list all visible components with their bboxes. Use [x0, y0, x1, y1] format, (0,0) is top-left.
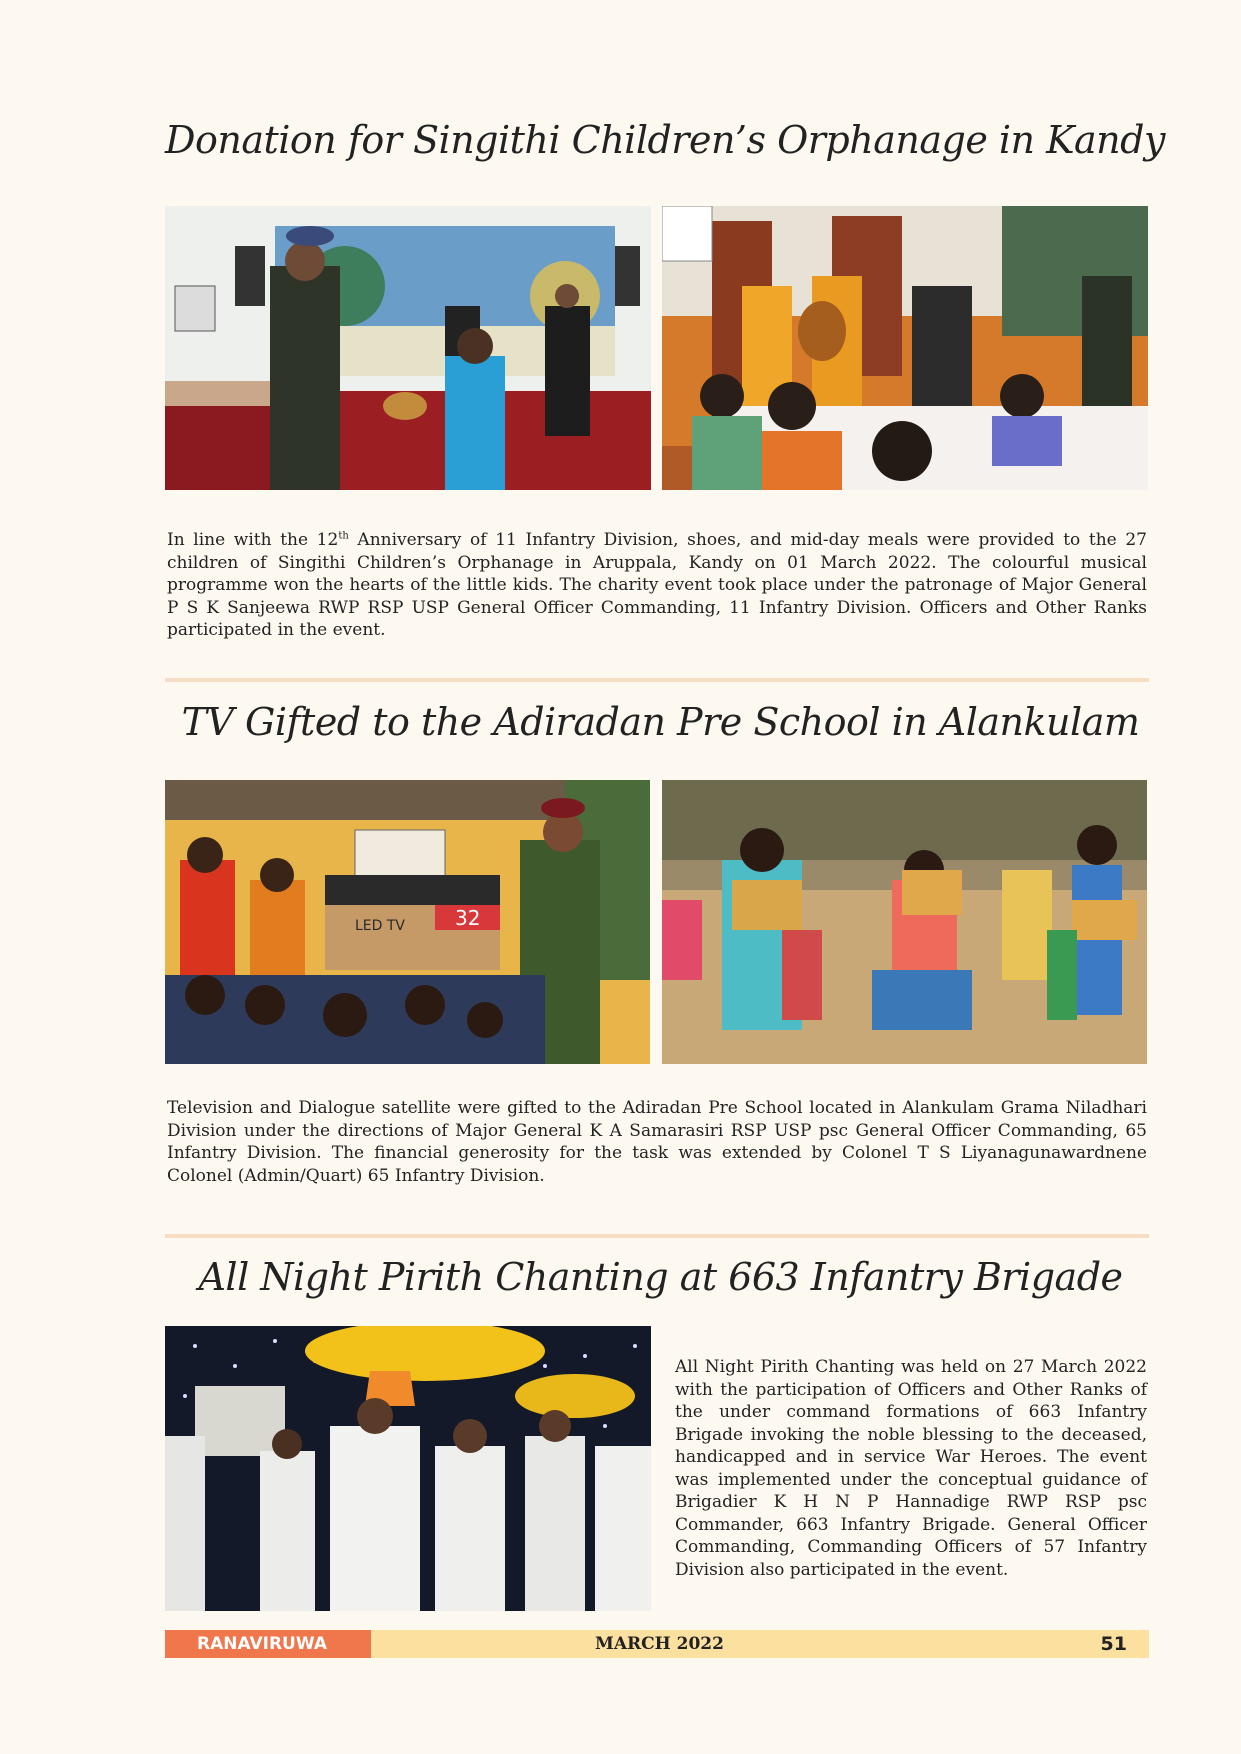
article-1-body-rest: Anniversary of 11 Infantry Division, shoes, and mid-day meals were provided to the 27 children of Singithi Children’s Orphanage in Aruppala, Kandy on 01 March 2022. The colourful musical programme won the hearts of the little kids. The charity event took place under the patronage of Major General P S K Sanjeewa RWP RSP USP General Officer Commanding, 11 Infantry Division. Officers and Other Ranks participated in the event.	[167, 530, 1147, 640]
article-1-body	[167, 529, 1147, 642]
footer-band	[371, 1630, 1149, 1658]
tv-box-label: LED TV	[355, 918, 406, 934]
photo-donation-handover	[165, 206, 651, 490]
ordinal-suffix: th	[338, 530, 349, 542]
article-1-title: Donation for Singithi Children’s Orphanage in Kandy	[165, 118, 1165, 162]
footer-brand: RANAVIRUWA	[165, 1630, 371, 1658]
photo-tv-handover	[165, 780, 650, 1064]
article-1-body-start: In line with the 12	[167, 530, 339, 550]
article-2-body: Television and Dialogue satellite were gifted to the Adiradan Pre School located in Alankulam Grama Niladhari Division under the directions of Major General K A Samarasiri RSP USP psc General Officer Commanding, 65 Infantry Division. The financial generosity for the task was extended by Colonel T S Liyanagunawardnene Colonel (Admin/Quart) 65 Infantry Division.	[167, 1098, 1147, 1186]
photo-donation-meal	[662, 206, 1148, 490]
article-2-title: TV Gifted to the Adiradan Pre School in Alankulam	[181, 700, 1140, 744]
photo-preschool-children	[662, 780, 1147, 1064]
footer-date: MARCH 2022	[595, 1634, 724, 1654]
photo-pirith-procession	[165, 1326, 651, 1611]
section-divider	[165, 1234, 1149, 1238]
tv-size-label: 32	[455, 906, 481, 930]
article-3-body: All Night Pirith Chanting was held on 27 March 2022 with the participation of Officers and Other Ranks of the under command formations of 663 Infantry Brigade invoking the noble blessing to the deceased, handicapped and in service War Heroes. The event was implemented under the conceptual guidance of Brigadier K H N P Hannadige RWP RSP psc Commander, 663 Infantry Brigade. General Officer Commanding, Commanding Officers of 57 Infantry Division also participated in the event.	[675, 1357, 1147, 1580]
page-number: 51	[1100, 1633, 1127, 1655]
article-3-title: All Night Pirith Chanting at 663 Infantry Brigade	[198, 1255, 1123, 1299]
section-divider	[165, 678, 1149, 682]
page-footer	[165, 1630, 1149, 1658]
